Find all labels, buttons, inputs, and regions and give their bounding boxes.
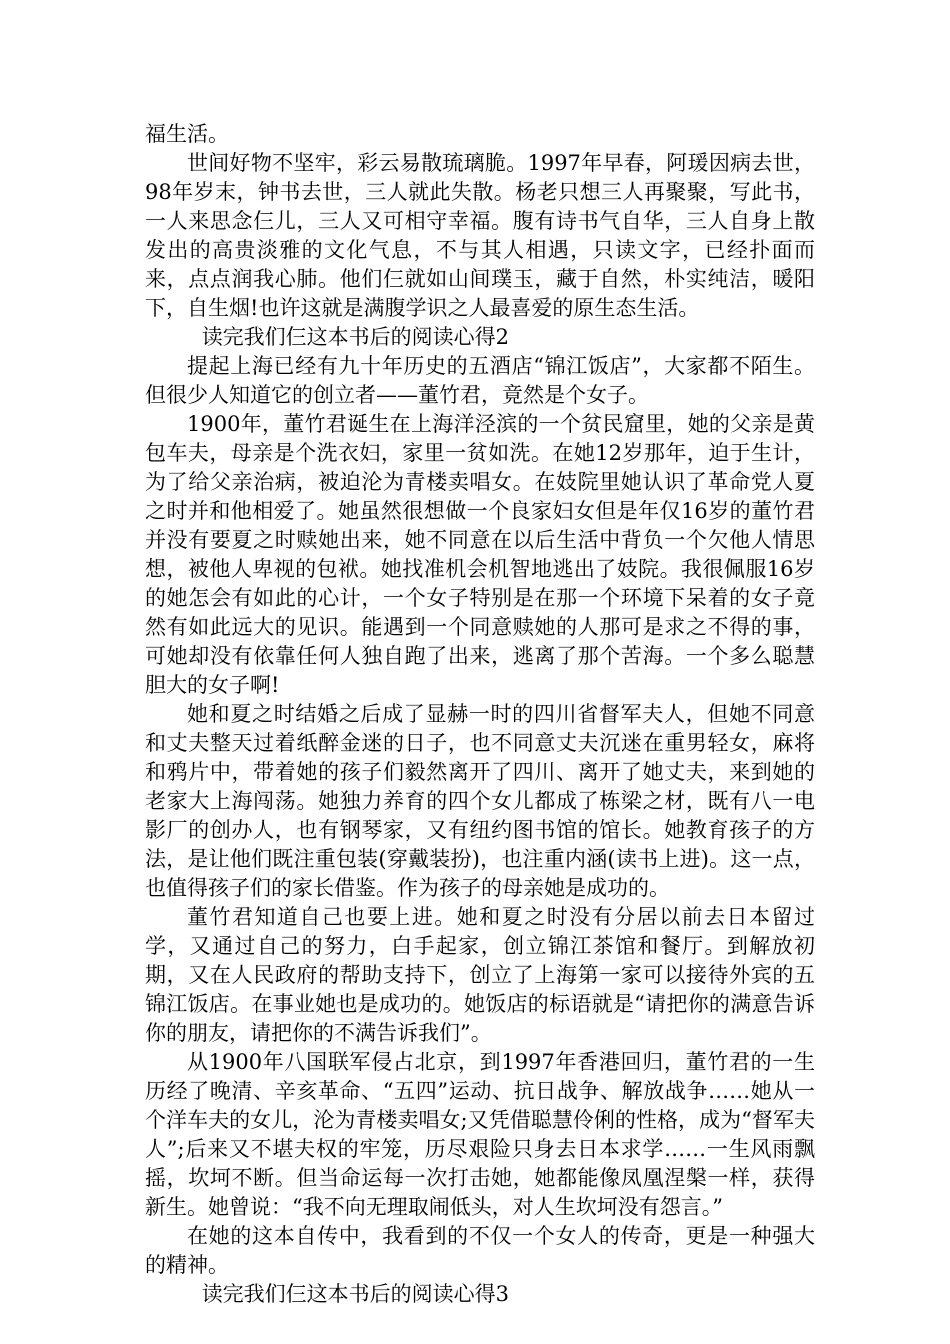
paragraph: 提起上海已经有九十年历史的五酒店“锦江饭店”，大家都不陌生。但很少人知道它的创立者——董竹君，竟然是个女子。: [145, 354, 815, 407]
section-heading: 读完我们仨这本书后的阅读心得3: [201, 1282, 510, 1306]
paragraph: 从1900年八国联军侵占北京，到1997年香港回归，董竹君的一生历经了晚清、辛亥革命、“五四”运动、抗日战争、解放战争……她从一个洋车夫的女儿，沦为青楼卖唱女;又凭借聪慧伶俐的性格，成为“督军夫人”;后来又不堪夫权的牢笼，历尽艰险只身去日本求学……一生风雨飘摇，坎坷不断。但当命运每一次打击她，她都能像凤凰涅槃一样，获得新生。她曾说：“我不向无理取闹低头，对人生坎坷没有怨言。”: [145, 1050, 815, 1219]
document-page: [145, 120, 815, 1309]
paragraph-continuation: 福生活。: [145, 122, 229, 146]
section-heading: 读完我们仨这本书后的阅读心得2: [201, 325, 510, 349]
paragraph: 董竹君知道自己也要上进。她和夏之时没有分居以前去日本留过学，又通过自己的努力，白手起家，创立锦江茶馆和餐厅。到解放初期，又在人民政府的帮助支持下，创立了上海第一家可以接待外宾的五锦江饭店。在事业她也是成功的。她饭店的标语就是“请把你的满意告诉你的朋友，请把你的不满告诉我们”。: [145, 905, 815, 1045]
paragraph: 她和夏之时结婚之后成了显赫一时的四川省督军夫人，但她不同意和丈夫整天过着纸醉金迷的日子，也不同意丈夫沉迷在重男轻女，麻将和鸦片中，带着她的孩子们毅然离开了四川、离开了她丈夫，来到她的老家大上海闯荡。她独力养育的四个女儿都成了栋梁之材，既有八一电影厂的创办人，也有钢琴家，又有纽约图书馆的馆长。她教育孩子的方法，是让他们既注重包装(穿戴装扮)，也注重内涵(读书上进)。这一点，也值得孩子们的家长借鉴。作为孩子的母亲她是成功的。: [145, 702, 815, 900]
paragraph: 1900年，董竹君诞生在上海洋泾滨的一个贫民窟里，她的父亲是黄包车夫，母亲是个洗衣妇，家里一贫如洗。在她12岁那年，迫于生计，为了给父亲治病，被迫沦为青楼卖唱女。在妓院里她认识了革命党人夏之时并和他相爱了。她虽然很想做一个良家妇女但是年仅16岁的董竹君并没有要夏之时赎她出来，她不同意在以后生活中背负一个欠他人情思想，被他人卑视的包袱。她找准机会机智地逃出了妓院。我很佩服16岁的她怎会有如此的心计，一个女子特别是在那一个环境下呆着的女子竟然有如此远大的见识。能遇到一个同意赎她的人那可是求之不得的事，可她却没有依靠任何人独自跑了出来，逃离了那个苦海。一个多么聪慧胆大的女子啊!: [145, 412, 815, 697]
paragraph: 世间好物不坚牢，彩云易散琉璃脆。1997年早春，阿瑗因病去世，98年岁末，钟书去世，三人就此失散。杨老只想三人再聚聚，写此书，一人来思念仨儿，三人又可相守幸福。腹有诗书气自华，三人自身上散发出的高贵淡雅的文化气息，不与其人相遇，只读文字，已经扑面而来，点点润我心肺。他们仨就如山间璞玉，藏于自然，朴实纯洁，暖阳下，自生烟!也许这就是满腹学识之人最喜爱的原生态生活。: [145, 151, 815, 320]
paragraph: 在她的这本自传中，我看到的不仅一个女人的传奇，更是一种强大的精神。: [145, 1224, 815, 1277]
